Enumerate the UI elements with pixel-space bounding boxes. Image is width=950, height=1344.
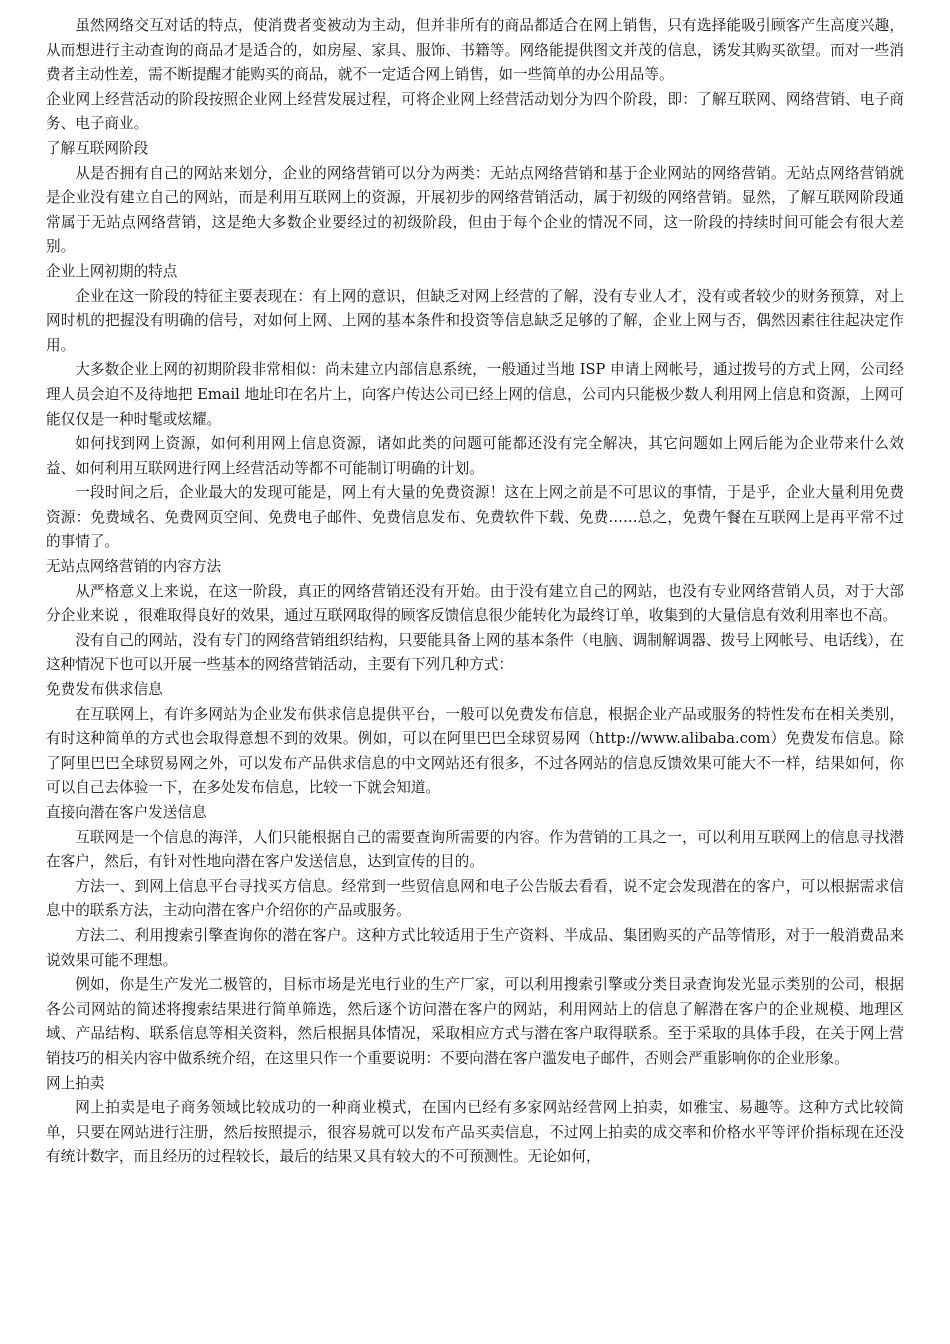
section-heading: 企业上网初期的特点 — [46, 262, 178, 280]
paragraph: 虽然网络交互对话的特点，使消费者变被动为主动，但并非所有的商品都适合在网上销售，只有选择能吸引顾客产生高度兴趣，从而想进行主动查询的商品才是适合的，如房屋、家具、服饰、书籍等。网络能提供图文并茂的信息，诱发其购买欲望。而对一些消费者主动性差，需不断提醒才能购买的商品，就不一定适合网上销售，如一些简单的办公用品等。 — [46, 17, 904, 84]
paragraph: 企业在这一阶段的特征主要表现在：有上网的意识，但缺乏对网上经营的了解，没有专业人才，没有或者较少的财务预算，对上网时机的把握没有明确的信号，对如何上网、上网的基本条件和投资等信息缺乏足够的了解，企业上网与否，偶然因素往往起决定作用。 — [46, 287, 904, 354]
section-heading: 免费发布供求信息 — [46, 681, 163, 699]
paragraph: 没有自己的网站，没有专门的网络营销组织结构，只要能具备上网的基本条件（电脑、调制解调器、拨号上网帐号、电话线），在这种情况下也可以开展一些基本的网络营销活动，主要有下列几种方式： — [46, 631, 904, 674]
paragraph: 从严格意义上来说，在这一阶段，真正的网络营销还没有开始。由于没有建立自己的网站，也没有专业网络营销人员，对于大部分企业来说 ，很难取得良好的效果，通过互联网取得的顾客反馈信息很少能转化为最终订单，收集到的大量信息有效利用率也不高。 — [46, 582, 904, 625]
section-heading: 直接向潜在客户发送信息 — [46, 804, 207, 821]
paragraph: 方法二、利用搜索引擎查询你的潜在客户。这种方式比较适用于生产资料、半成品、集团购买的产品等情形，对于一般消费品来说效果可能不理想。 — [46, 926, 904, 969]
section-heading: 无站点网络营销的内容方法 — [46, 558, 222, 576]
document-body — [46, 14, 904, 1170]
paragraph: 如何找到网上资源，如何利用网上信息资源，诸如此类的问题可能都还没有完全解决，其它问题如上网后能为企业带来什么效益、如何利用互联网进行网上经营活动等都不可能制订明确的计划。 — [46, 435, 904, 477]
paragraph: 在互联网上，有许多网站为企业发布供求信息提供平台，一般可以免费发布信息，根据企业产品或服务的特性发布在相关类别，有时这种简单的方式也会取得意想不到的效果。例如，可以在阿里巴巴全球贸易网（http://www.alibaba.com）免费发布信息。除了阿里巴巴全球贸易网之外，可以发布产品供求信息的中文网站还有很多，不过各网站的信息反馈效果可能大不一样，结果如何，你可以自己去体验一下，在多处发布信息，比较一下就会知道。 — [46, 705, 904, 797]
paragraph: 一段时间之后，企业最大的发现可能是，网上有大量的免费资源！这在上网之前是不可思议的事情，于是乎，企业大量利用免费资源：免费域名、免费网页空间、免费电子邮件、免费信息发布、免费软件下载、免费……总之，免费午餐在互联网上是再平常不过的事情了。 — [46, 484, 904, 551]
section-heading: 了解互联网阶段 — [46, 139, 149, 157]
paragraph: 互联网是一个信息的海洋，人们只能根据自己的需要查询所需要的内容。作为营销的工具之一，可以利用互联网上的信息寻找潜在客户，然后，有针对性地向潜在客户发送信息，达到宣传的目的。 — [46, 828, 904, 871]
paragraph: 从是否拥有自己的网站来划分，企业的网络营销可以分为两类：无站点网络营销和基于企业网站的网络营销。无站点网络营销就是企业没有建立自己的网站，而是利用互联网上的资源，开展初步的网络营销活动，属于初级的网络营销。显然，了解互联网阶段通常属于无站点网络营销，这是绝大多数企业要经过的初级阶段，但由于每个企业的情况不同，这一阶段的持续时间可能会有很大差别。 — [46, 164, 904, 256]
paragraph: 大多数企业上网的初期阶段非常相似：尚未建立内部信息系统，一般通过当地 ISP 申请上网帐号，通过拨号的方式上网，公司经理人员会迫不及待地把 Email 地址印在名片上，向客户传达公司已经上网的信息，公司内只能极少数人利用网上信息和资源，上网可能仅仅是一种时髦或炫耀。 — [46, 361, 904, 428]
section-heading: 企业网上经营活动的阶段按照企业网上经营发展过程，可将企业网上经营活动划分为四个阶段，即：了解互联网、网络营销、电子商务、电子商业。 — [46, 90, 904, 133]
paragraph: 例如，你是生产发光二极管的，目标市场是光电行业的生产厂家，可以利用搜索引擎或分类目录查询发光显示类别的公司，根据各公司网站的简述将搜索结果进行简单筛选，然后逐个访问潜在客户的网站，利用网站上的信息了解潜在客户的企业规模、地理区域、产品结构、联系信息等相关资料，然后根据具体情况，采取相应方式与潜在客户取得联系。至于采取的具体手段，在关于网上营销技巧的相关内容中做系统介绍，在这里只作一个重要说明：不要向潜在客户滥发电子邮件，否则会严重影响你的企业形象。 — [46, 976, 904, 1067]
section-heading: 网上拍卖 — [46, 1074, 105, 1092]
paragraph: 方法一、到网上信息平台寻找买方信息。经常到一些贸信息网和电子公告版去看看，说不定会发现潜在的客户，可以根据需求信息中的联系方法，主动向潜在客户介绍你的产品或服务。 — [46, 877, 904, 920]
paragraph: 网上拍卖是电子商务领域比较成功的一种商业模式，在国内已经有多家网站经营网上拍卖，如雅宝、易趣等。这种方式比较简单，只要在网站进行注册，然后按照提示，很容易就可以发布产品买卖信息，不过网上拍卖的成交率和价格水平等评价指标现在还没有统计数字，而且经历的过程较长，最后的结果又具有较大的不可预测性。无论如何， — [46, 1099, 904, 1166]
